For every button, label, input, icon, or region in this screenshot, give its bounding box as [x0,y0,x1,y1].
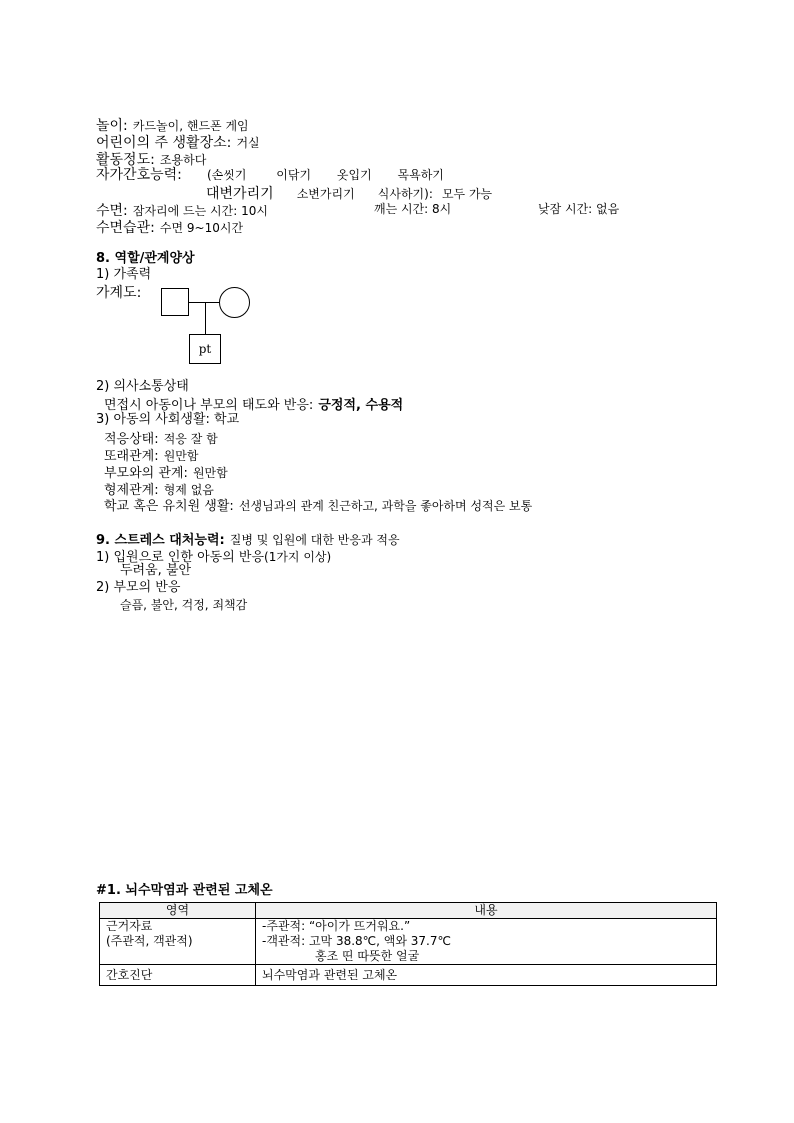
marriage-line [189,302,219,303]
play-value: 카드놀이, 핸드폰 게임 [132,119,249,133]
sleep-wake-time: 깨는 시간: 8시 [374,202,452,216]
section8-title: 8. 역할/관계양상 [96,251,195,266]
evidence-label: 근거자료 [106,919,153,933]
selfcare-items-row2 [206,185,492,201]
selfcare-item: 소변가리기 [296,187,355,201]
play-label: 놀이: [96,118,128,134]
peer-value: 원만함 [163,449,199,463]
communication-label: 면접시 아동이나 부모의 태도와 반응: [104,398,314,413]
table-row [100,919,717,965]
evidence-sublabel: (주관적, 객관적) [106,934,193,948]
child-response-label: 1) 입원으로 인한 아동의 반응 [96,550,265,565]
selfcare-item: (손씻기 [207,168,247,182]
communication-line [104,396,403,412]
peer-label: 또래관계: [104,449,159,464]
child-response-value: 두려움, 불안 [120,563,192,578]
selfcare-item: 이닦기 [276,168,312,182]
selfcare-bowel: 대변가리기 [206,186,274,202]
parent-response-value: 슬픔, 불안, 걱정, 죄책감 [120,598,248,612]
patient-square [189,334,221,364]
parent-relation-value: 원만함 [192,466,228,480]
parent-response-item: 2) 부모의 반응 [96,580,181,595]
parent-relation-label: 부모와의 관계: [104,466,188,481]
nursing-diagnosis-value: 뇌수막염과 관련된 고체온 [256,965,717,986]
sibling-value: 형제 없음 [163,483,214,497]
genogram-label: 가계도: [96,285,142,301]
header-area: 영역 [100,903,256,919]
mother-circle [219,287,250,318]
objective-data-cont: 홍조 띤 따뜻한 얼굴 [315,949,420,963]
selfcare-item: 목욕하기 [397,168,444,182]
place-line [96,134,260,150]
selfcare-result: 모두 가능 [441,187,493,201]
section9-title-bold: 9. 스트레스 대처능력: [96,533,225,548]
sleep-habit-value: 수면 9~10시간 [159,221,244,235]
social-life-prefix: 3) 아동의 사회생활: [96,412,210,427]
diagnosis-table [99,902,717,986]
selfcare-item: 옷입기 [336,168,372,182]
selfcare-items-row1 [207,169,444,181]
sibling-label: 형제관계: [104,483,159,498]
social-life-item [96,413,239,426]
peer-line [104,447,199,463]
communication-value: 긍정적, 수용적 [318,398,404,413]
school-line [104,497,532,513]
place-value: 거실 [236,136,260,150]
activity-label: 활동정도: [96,152,155,168]
school-value: 선생님과의 관계 친근하고, 과학을 좋아하며 성적은 보통 [238,499,533,513]
activity-line [96,151,206,167]
objective-data: -객관적: 고막 38.8℃, 액와 37.7℃ [262,934,451,948]
sleep-habit-line [96,219,243,235]
sleep-line [96,202,268,218]
adaptation-value: 적응 잘 함 [163,432,218,446]
header-content: 내용 [256,903,717,919]
descent-line [205,302,206,334]
section9-title [96,531,400,547]
school-label: 학교 혹은 유치원 생활: [104,499,234,514]
child-response-item [96,548,331,564]
table-header-row [100,903,717,919]
sibling-line [104,481,214,497]
adaptation-line [104,430,218,446]
sleep-nap: 낮잠 시간: 없음 [538,202,620,216]
nursing-diagnosis-label: 간호진단 [100,965,256,986]
sleep-label: 수면: [96,203,128,219]
adaptation-label: 적응상태: [104,432,159,447]
communication-item: 2) 의사소통상태 [96,379,189,394]
diagnosis-title: #1. 뇌수막염과 관련된 고체온 [96,883,273,898]
sleep-habit-label: 수면습관: [96,220,155,236]
father-square [161,288,189,316]
selfcare-item: 식사하기): [377,187,433,201]
parent-relation-line [104,464,228,480]
child-response-note: (1가지 이상) [264,550,332,564]
family-history-item: 1) 가족력 [96,267,152,282]
evidence-content-cell [256,919,717,965]
table-row [100,965,717,986]
sleep-bed-time: 잠자리에 드는 시간: 10시 [132,204,268,218]
patient-label: pt [198,342,212,356]
play-line [96,117,249,133]
social-life-value: 학교 [214,412,240,427]
subjective-data: -주관적: “아이가 뜨거워요.” [262,919,411,933]
activity-value: 조용하다 [159,153,207,167]
evidence-label-cell [100,919,256,965]
selfcare-label: 자가간호능력: [96,167,182,183]
section9-title-rest: 질병 및 입원에 대한 반응과 적응 [229,533,400,547]
place-label: 어린이의 주 생활장소: [96,135,232,151]
